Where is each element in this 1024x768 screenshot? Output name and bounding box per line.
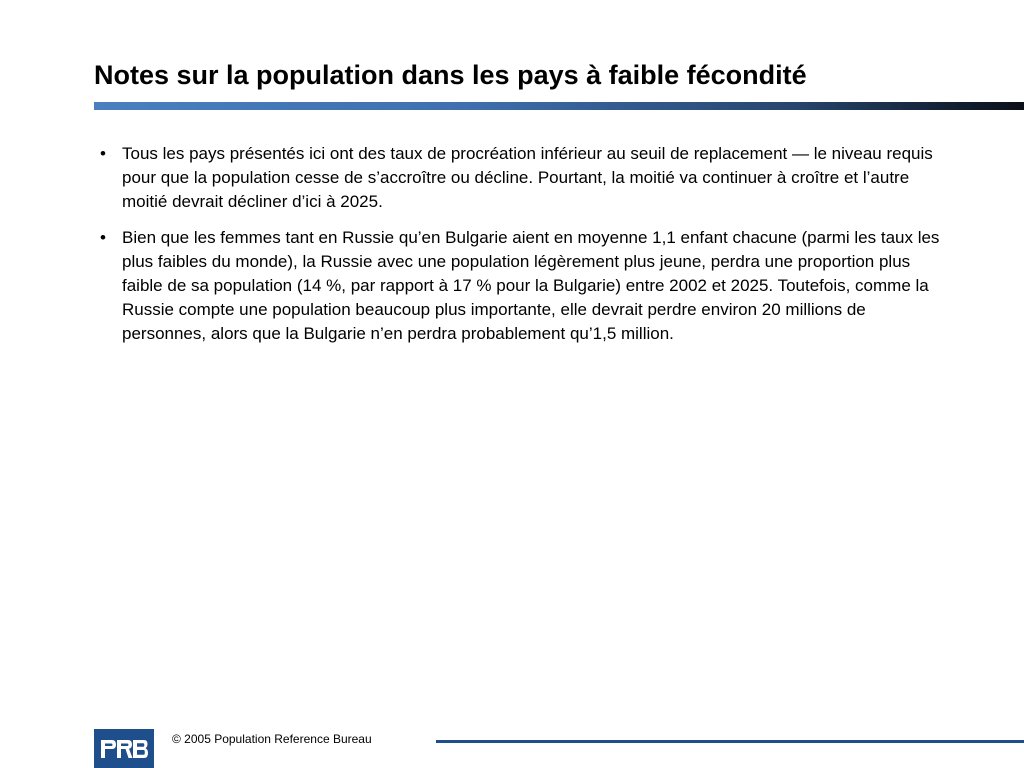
footer-copyright: © 2005 Population Reference Bureau [172, 732, 372, 746]
bullet-item [100, 226, 950, 346]
bullet-marker: • [100, 228, 106, 247]
title-divider [94, 102, 1024, 110]
bullet-item [100, 142, 950, 214]
bullet-text: Bien que les femmes tant en Russie qu’en Bulgarie aient en moyenne 1,1 enfant chacune (parmi les taux les plus faibles du monde), la Russie avec une population légèrement plus jeune, perdra une proportion plus faible de sa population (14 %, par rapport à 17 % pour la Bulgarie) entre 2002 et 2025. Toutefois, comme la Russie compte une population beaucoup plus importante, elle devrait perdre environ 20 millions de personnes, alors que la Bulgarie n’en perdra probablement qu’1,5 million. [122, 228, 940, 343]
footer-divider [436, 740, 1024, 743]
bullet-marker: • [100, 144, 106, 163]
slide-title: Notes sur la population dans les pays à faible fécondité [94, 60, 807, 90]
bullet-text: Tous les pays présentés ici ont des taux de procréation inférieur au seuil de replacement — le niveau requis pour que la population cesse de s’accroître ou décline. Pourtant, la moitié va continuer à croître et l’autre moitié devrait décliner d’ici à 2025. [122, 144, 933, 211]
prb-logo [94, 729, 154, 768]
prb-logo-mark [99, 738, 149, 760]
bullet-list [100, 142, 950, 358]
